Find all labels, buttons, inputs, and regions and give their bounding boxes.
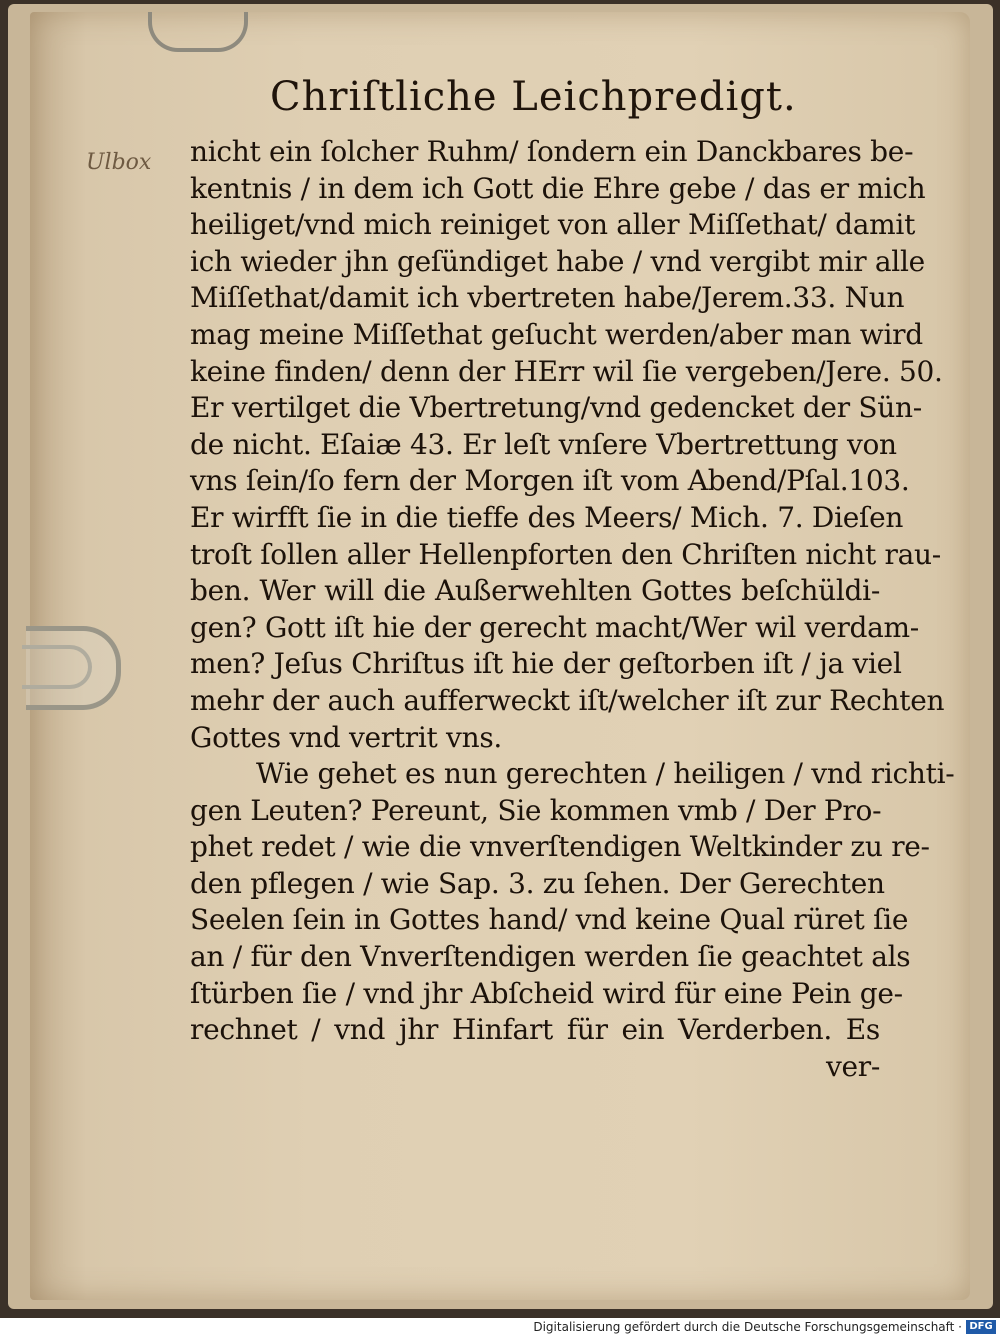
text-line: gen Leuten? Pereunt, Sie kommen vmb / Der Pro- xyxy=(190,793,882,827)
funding-credit: Digitalisierung gefördert durch die Deutsche Forschungsgemeinschaft · xyxy=(533,1320,962,1334)
top-paperclip xyxy=(148,12,248,52)
text-line: mag meine Miſſethat geſucht werden/aber man wird xyxy=(190,317,923,351)
text-line: an / für den Vnverſtendigen werden ſie geachtet als xyxy=(190,940,911,974)
text-line: Er wirfft ſie in die tieffe des Meers/ Mich. 7. Dieſen xyxy=(190,500,904,534)
text-line: mehr der auch aufferweckt iſt/welcher iſt zur Rechten xyxy=(190,683,945,717)
text-line: phet redet / wie die vnverſtendigen Weltkinder zu re- xyxy=(190,830,930,864)
text-line: Seelen ſein in Gottes hand/ vnd keine Qual rüret ſie xyxy=(190,903,909,937)
paragraph-first-line: Wie gehet es nun gerechten / heiligen / vnd richti- xyxy=(256,757,955,791)
text-line: Miſſethat/damit ich vbertreten habe/Jerem.33. Nun xyxy=(190,281,905,315)
footer-bar xyxy=(0,1318,1000,1337)
text-line: ben. Wer will die Außerwehlten Gottes beſchüldi- xyxy=(190,574,880,608)
dfg-logo: DFG xyxy=(966,1320,996,1334)
text-line: rechnet / vnd jhr Hinfart für ein Verderben. Es xyxy=(190,1013,880,1047)
side-paperclip xyxy=(26,626,121,710)
margin-note: Ulbox xyxy=(86,150,152,175)
text-line: nicht ein ſolcher Ruhm/ ſondern ein Danckbares be- xyxy=(190,135,914,168)
text-line: Gottes vnd vertrit vns. xyxy=(190,720,502,754)
text-line: gen? Gott iſt hie der gerecht macht/Wer wil verdam- xyxy=(190,610,919,644)
running-head: Chriſtliche Leichpredigt. xyxy=(270,74,797,120)
text-line: ich wieder jhn geſündiget habe / vnd vergibt mir alle xyxy=(190,244,925,278)
text-line: Er vertilget die Vbertretung/vnd gedencket der Sün- xyxy=(190,391,922,425)
text-line: kentnis / in dem ich Gott die Ehre gebe / das er mich xyxy=(190,171,926,205)
text-line: keine finden/ denn der HErr wil ſie vergeben/Jere. 50. xyxy=(190,354,943,388)
text-line: vns ſein/ſo fern der Morgen iſt vom Abend/Pſal.103. xyxy=(190,464,910,498)
text-line: de nicht. Eſaiæ 43. Er leſt vnſere Vbertrettung von xyxy=(190,427,897,461)
text-block xyxy=(190,134,955,1085)
text-line: den pflegen / wie Sap. 3. zu ſehen. Der Gerechten xyxy=(190,866,885,900)
text-line: men? Jeſus Chriſtus iſt hie der geſtorben iſt / ja viel xyxy=(190,647,902,681)
text-line: ſtürben ſie / vnd jhr Abſcheid wird für eine Pein ge- xyxy=(190,976,903,1010)
text-line: heiliget/vnd mich reiniget von aller Miſſethat/ damit xyxy=(190,208,916,242)
catchword: ver- xyxy=(825,1049,880,1083)
text-line: troſt ſollen aller Hellenpforten den Chriſten nicht rau- xyxy=(190,537,941,571)
